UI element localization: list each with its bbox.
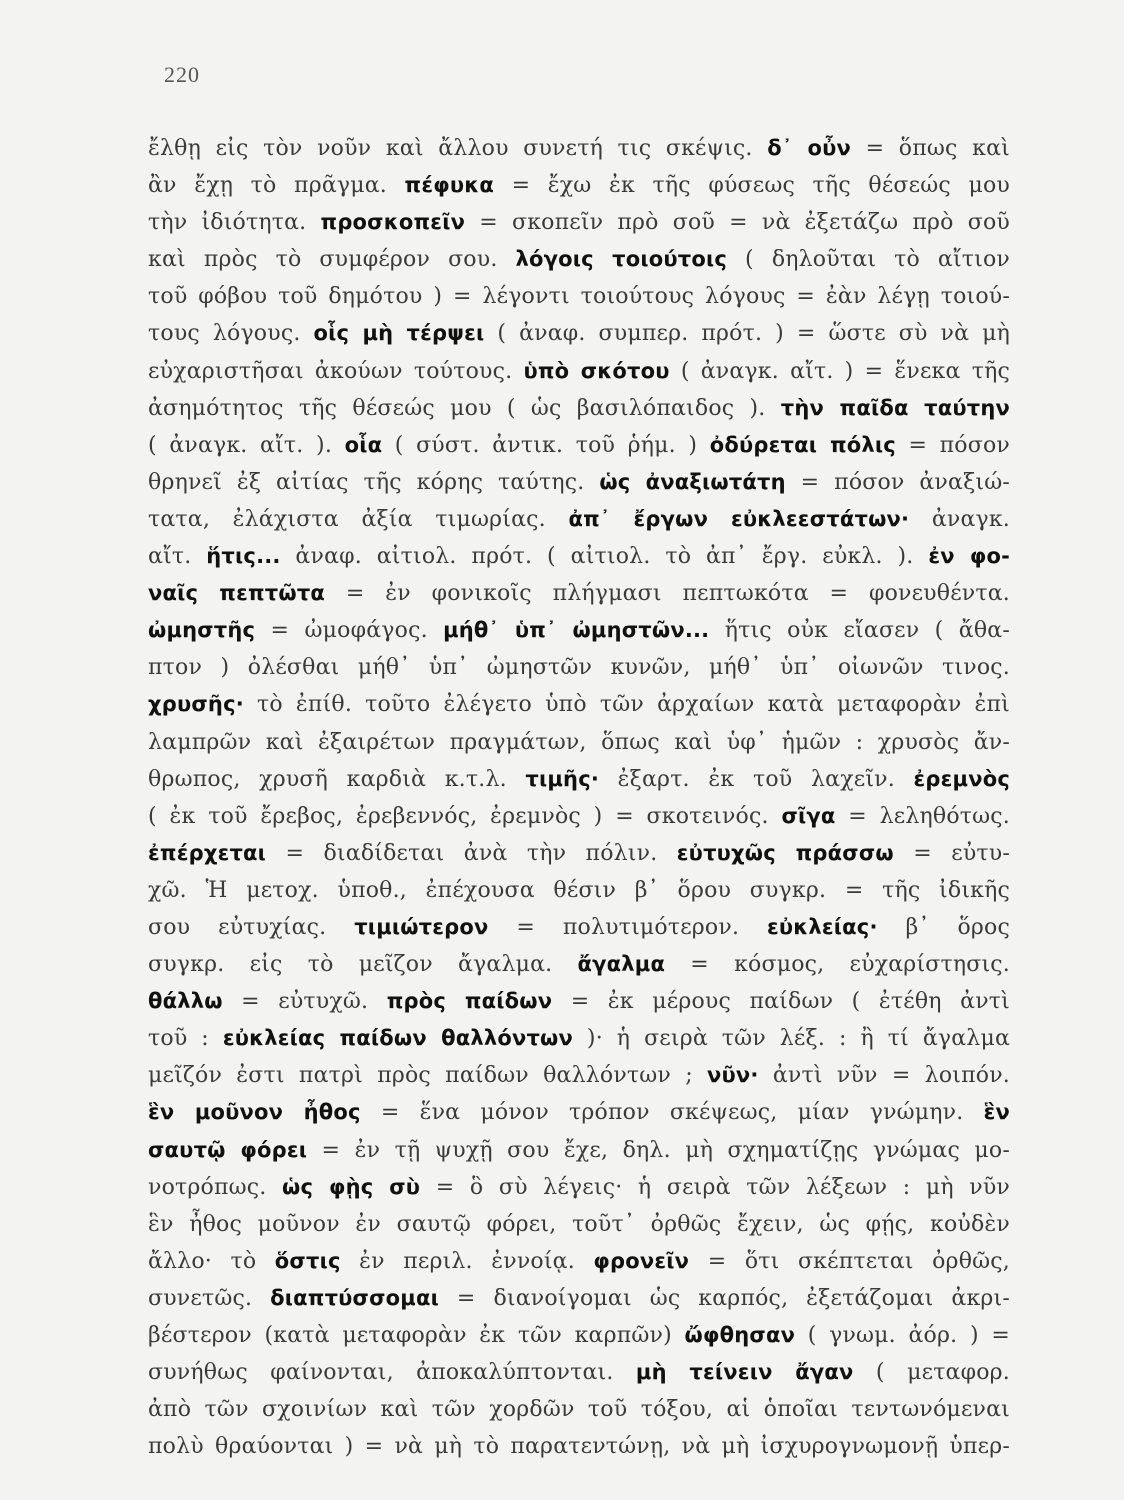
glossed-term: πρὸς παίδων [386, 989, 553, 1014]
glossed-term: διαπτύσσομαι [270, 1285, 439, 1310]
glossed-term: χρυσῆς· [148, 692, 244, 717]
text-line: πολὺ θραύονται ) = νὰ μὴ τὸ παρατεντώνῃ, νὰ μὴ ἰσχυρογνωμονῇ ὑπερ- [148, 1434, 1010, 1460]
glossed-term: ὤφθησαν [684, 1323, 796, 1347]
glossed-term: τιμιώτερον [354, 914, 489, 939]
glossed-term: ὡς φῂς σὺ [282, 1174, 421, 1199]
text-line: μεῖζόν ἐστι πατρὶ πρὸς παίδων θαλλόντων ; νῦν· ἀντὶ νῦν = λοιπόν. [148, 1063, 1010, 1089]
text-line: ναῖς πεπτῶτα = ἐν φονικοῖς πλήγμασι πεπτωκότα = φονευθέντα. [148, 581, 1010, 607]
glossed-term: τὴν παῖδα ταύτην [780, 395, 1010, 420]
glossed-term: εὐκλείας· [767, 914, 878, 939]
glossed-term: μήθ᾽ ὑπ᾽ ὠμηστῶν... [443, 618, 710, 643]
text-line: νοτρόπως. ὡς φῂς σὺ = ὃ σὺ λέγεις· ἡ σειρὰ τῶν λέξεων : μὴ νῦν [148, 1174, 1010, 1200]
glossed-term: τιμῆς· [525, 766, 600, 791]
text-line: λαμπρῶν καὶ ἐξαιρέτων πραγμάτων, ὅπως καὶ ὑφ᾽ ἡμῶν : χρυσὸς ἄν- [148, 729, 1010, 755]
glossed-term: εὐκλείας παίδων θαλλόντων [222, 1026, 574, 1051]
text-line: θρωπος, χρυσῆ καρδιὰ κ.τ.λ. τιμῆς· ἐξαρτ. ἐκ τοῦ λαχεῖν. ἐρεμνὸς [148, 766, 1010, 792]
text-line: τοῦ : εὐκλείας παίδων θαλλόντων )· ἡ σειρὰ τῶν λέξ. : ἢ τί ἄγαλμα [148, 1026, 1010, 1052]
text-line: αἴτ. ἥτις... ἀναφ. αἰτιολ. πρότ. ( αἰτιολ. τὸ ἀπ᾽ ἔργ. εὐκλ. ). ἐν φο- [148, 544, 1010, 570]
glossed-term: εὐτυχῶς πράσσω [676, 840, 894, 865]
glossed-term: ἓν μοῦνον ἦθος [148, 1100, 361, 1125]
glossed-term: ἐπέρχεται [148, 840, 267, 865]
glossed-term: ἀπ᾽ ἔργων εὐκλεεστάτων· [568, 506, 910, 531]
commentary-text [148, 130, 1010, 1465]
text-line: τὴν ἰδιότητα. προσκοπεῖν = σκοπεῖν πρὸ σοῦ = νὰ ἐξετάζω πρὸ σοῦ [148, 210, 1010, 236]
glossed-term: ἐν φο- [928, 544, 1010, 569]
text-line: ἀσημότητος τῆς θέσεώς μου ( ὡς βασιλόπαιδος ). τὴν παῖδα ταύτην [148, 395, 1010, 421]
text-line: ἀπὸ τῶν σχοινίων καὶ τῶν χορδῶν τοῦ τόξου, αἱ ὁποῖαι τεντωνόμεναι [148, 1397, 1010, 1423]
glossed-term: οἷς μὴ τέρψει [313, 321, 485, 346]
text-line: συνήθως φαίνονται, ἀποκαλύπτονται. μὴ τείνειν ἄγαν ( μεταφορ. [148, 1360, 1010, 1386]
text-line: ἓν μοῦνον ἦθος = ἕνα μόνον τρόπον σκέψεως, μίαν γνώμην. ἓν [148, 1100, 1010, 1126]
text-line: ( ἐκ τοῦ ἔρεβος, ἐρεβεννός, ἐρεμνὸς ) = σκοτεινός. σῖγα = λεληθότως. [148, 803, 1010, 829]
glossed-term: σαυτῷ φόρει [148, 1137, 308, 1162]
glossed-term: δ᾽ οὖν [767, 136, 851, 160]
glossed-term: φρονεῖν [593, 1248, 690, 1273]
glossed-term: λόγοις τοιούτοις [515, 247, 728, 272]
text-line: χρυσῆς· τὸ ἐπίθ. τοῦτο ἐλέγετο ὑπὸ τῶν ἀρχαίων κατὰ μεταφορὰν ἐπὶ [148, 692, 1010, 718]
glossed-term: θάλλω [148, 989, 223, 1014]
text-line: ὠμηστῆς = ὠμοφάγος. μήθ᾽ ὑπ᾽ ὠμηστῶν... ἥτις οὐκ εἴασεν ( ἄθα- [148, 618, 1010, 644]
text-line: τους λόγους. οἷς μὴ τέρψει ( ἀναφ. συμπερ. πρότ. ) = ὥστε σὺ νὰ μὴ [148, 321, 1010, 347]
glossed-term: οἷα [344, 432, 383, 457]
glossed-term: ὡς ἀναξιωτάτη [599, 469, 786, 494]
glossed-term: πέφυκα [404, 173, 495, 198]
text-line: θρηνεῖ ἐξ αἰτίας τῆς κόρης ταύτης. ὡς ἀναξιωτάτη = πόσον ἀναξιώ- [148, 469, 1010, 495]
text-line: ἂν ἔχῃ τὸ πρᾶγμα. πέφυκα = ἔχω ἐκ τῆς φύσεως τῆς θέσεώς μου [148, 173, 1010, 199]
glossed-term: ὑπὸ σκότου [523, 358, 670, 383]
text-line: χῶ. Ἡ μετοχ. ὑποθ., ἐπέχουσα θέσιν β᾽ ὅρου συγκρ. = τῆς ἰδικῆς [148, 877, 1010, 903]
glossed-term: νῦν· [707, 1063, 759, 1088]
glossed-term: ἥτις... [206, 544, 281, 569]
text-line: ἐπέρχεται = διαδίδεται ἀνὰ τὴν πόλιν. εὐτυχῶς πράσσω = εὐτυ- [148, 840, 1010, 866]
text-line: ( ἀναγκ. αἴτ. ). οἷα ( σύστ. ἀντικ. τοῦ ῥήμ. ) ὀδύρεται πόλις = πόσον [148, 432, 1010, 458]
glossed-term: ὅστις [274, 1248, 341, 1273]
text-line: συγκρ. εἰς τὸ μεῖζον ἄγαλμα. ἄγαλμα = κόσμος, εὐχαρίστησις. [148, 952, 1010, 978]
text-line: βέστερον (κατὰ μεταφορὰν ἐκ τῶν καρπῶν) ὤφθησαν ( γνωμ. ἀόρ. ) = [148, 1323, 1010, 1348]
text-line: τοῦ φόβου τοῦ δημότου ) = λέγοντι τοιούτους λόγους = ἐὰν λέγῃ τοιού- [148, 284, 1010, 310]
glossed-term: ἄγαλμα [577, 952, 666, 977]
glossed-term: ναῖς πεπτῶτα [148, 581, 326, 606]
text-line: σου εὐτυχίας. τιμιώτερον = πολυτιμότερον. εὐκλείας· β᾽ ὅρος [148, 914, 1010, 940]
glossed-term: προσκοπεῖν [320, 210, 466, 235]
text-line: καὶ πρὸς τὸ συμφέρον σου. λόγοις τοιούτοις ( δηλοῦται τὸ αἴτιον [148, 247, 1010, 273]
page-number: 220 [164, 62, 200, 87]
text-line: πτον ) ὀλέσθαι μήθ᾽ ὑπ᾽ ὠμηστῶν κυνῶν, μήθ᾽ ὑπ᾽ οἰωνῶν τινος. [148, 655, 1010, 681]
text-line: ἔλθῃ εἰς τὸν νοῦν καὶ ἄλλου συνετή τις σκέψις. δ᾽ οὖν = ὅπως καὶ [148, 136, 1010, 161]
text-line: ἄλλο· τὸ ὅστις ἐν περιλ. ἐννοίᾳ. φρονεῖν = ὅτι σκέπτεται ὀρθῶς, [148, 1248, 1010, 1274]
text-line: εὐχαριστῆσαι ἀκούων τούτους. ὑπὸ σκότου ( ἀναγκ. αἴτ. ) = ἕνεκα τῆς [148, 358, 1010, 384]
text-line: τατα, ἐλάχιστα ἀξία τιμωρίας. ἀπ᾽ ἔργων εὐκλεεστάτων· ἀναγκ. [148, 506, 1010, 532]
glossed-term: μὴ τείνειν ἄγαν [635, 1360, 854, 1385]
text-line: θάλλω = εὐτυχῶ. πρὸς παίδων = ἐκ μέρους παίδων ( ἐτέθη ἀντὶ [148, 989, 1010, 1015]
glossed-term: ὀδύρεται πόλις [709, 432, 896, 457]
glossed-term: σῖγα [781, 803, 836, 828]
text-line: ἓν ἦθος μοῦνον ἐν σαυτῷ φόρει, τοῦτ᾽ ὀρθῶς ἔχειν, ὡς φῄς, κοὐδὲν [148, 1211, 1010, 1237]
glossed-term: ὠμηστῆς [148, 618, 256, 643]
text-line: σαυτῷ φόρει = ἐν τῇ ψυχῇ σου ἔχε, δηλ. μὴ σχηματίζῃς γνώμας μο- [148, 1137, 1010, 1163]
glossed-term: ἓν [983, 1100, 1010, 1125]
glossed-term: ἐρεμνὸς [913, 766, 1010, 791]
text-line: συνετῶς. διαπτύσσομαι = διανοίγομαι ὡς καρπός, ἐξετάζομαι ἀκρι- [148, 1285, 1010, 1311]
